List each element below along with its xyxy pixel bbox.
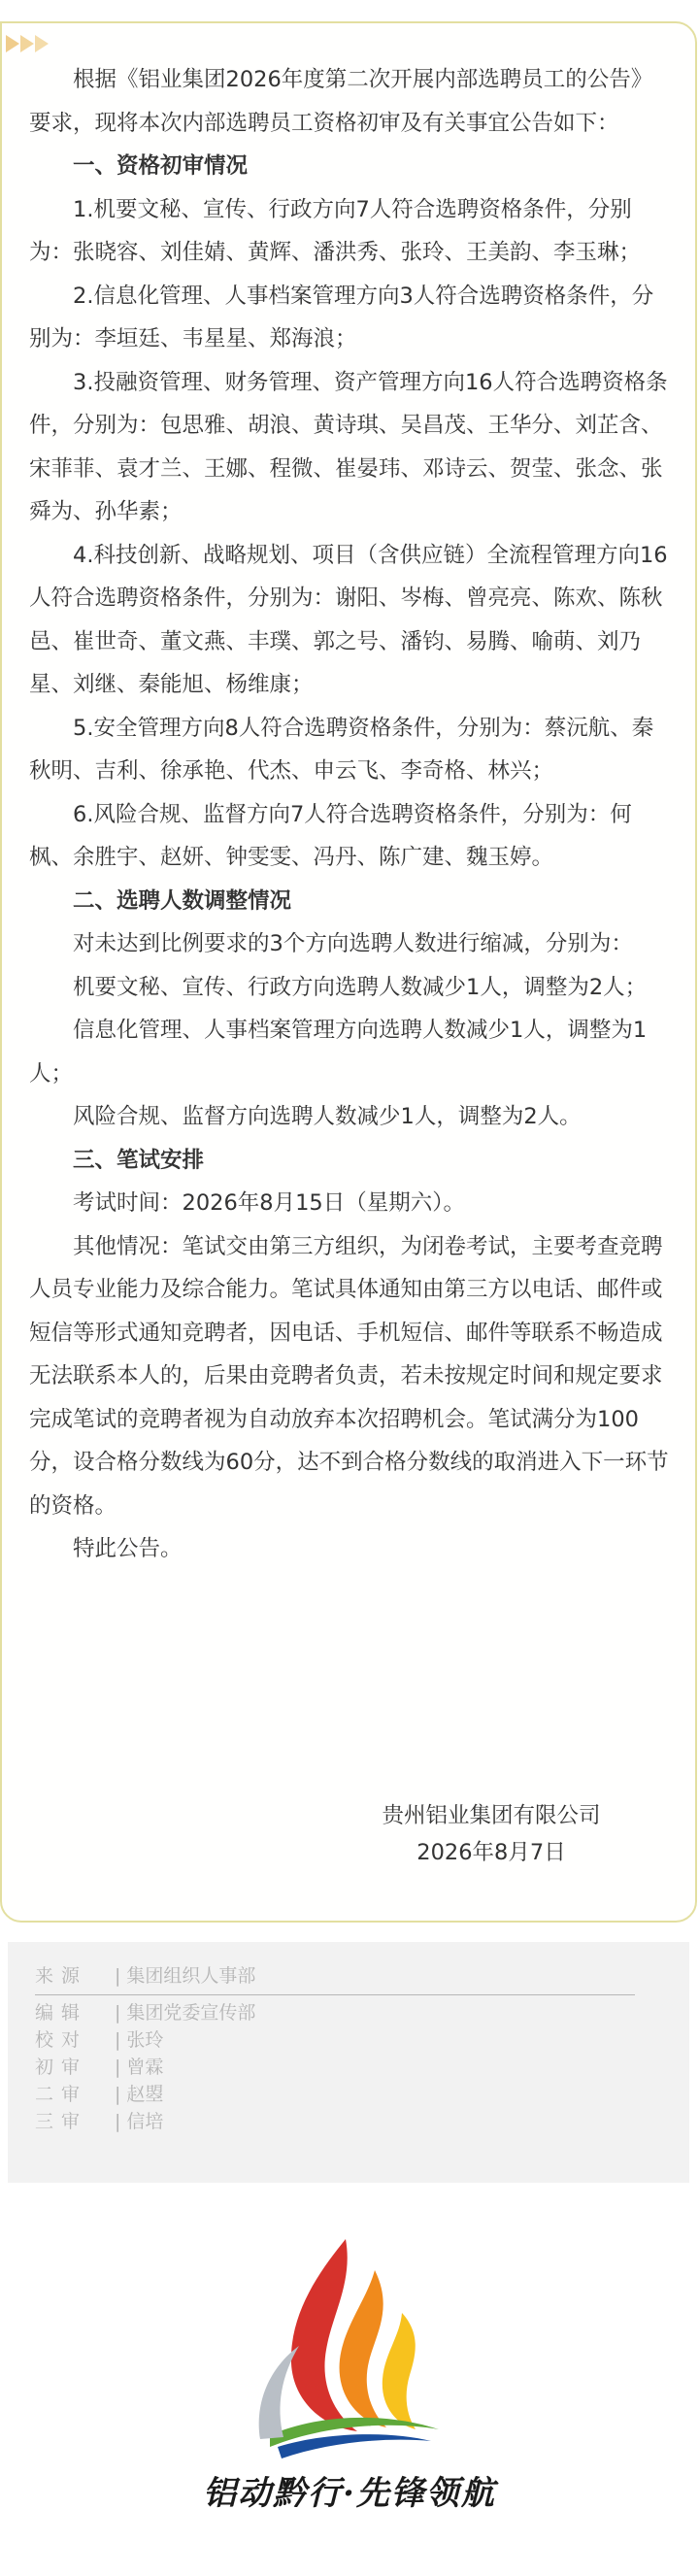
credit-label: 校对 (35, 2029, 88, 2051)
notice-paragraph: 信息化管理、人事档案管理方向选聘人数减少1人，调整为1人； (29, 1018, 648, 1087)
notice-paragraph: 2.信息化管理、人事档案管理方向3人符合选聘资格条件，分别为：李垣廷、韦星星、郑海浪； (29, 283, 654, 351)
notice-paragraph: 1.机要文秘、宣传、行政方向7人符合选聘资格条件，分别为：张晓容、刘佳婧、黄辉、潘洪秀、张玲、王美韵、李玉琳； (29, 196, 642, 265)
notice-paragraph: 5.安全管理方向8人符合选聘资格条件，分别为：蔡沅航、秦秋明、吉利、徐承艳、代杰、申云飞、李奇格、林兴； (29, 715, 654, 784)
section-heading: 一、资格初审情况 (73, 153, 249, 179)
notice-paragraph: 特此公告。 (73, 1536, 183, 1561)
signature-date: 2026年8月7日 (416, 1840, 566, 1865)
credit-separator: | (115, 2111, 121, 2132)
signature-organization: 贵州铝业集团有限公司 (382, 1803, 601, 1828)
credit-separator: | (115, 2084, 121, 2105)
credit-label: 二审 (35, 2084, 88, 2105)
flame-logo-icon (231, 2231, 468, 2464)
credit-label: 三审 (35, 2111, 88, 2132)
credit-row-proofreader (35, 2027, 656, 2053)
notice-paragraph: 考试时间：2026年8月15日（星期六）。 (73, 1190, 465, 1216)
credit-separator: | (115, 2057, 121, 2078)
credit-separator: | (115, 1965, 121, 1987)
notice-paragraph: 4.科技创新、战略规划、项目（含供应链）全流程管理方向16人符合选聘资格条件，分别为：谢阳、岑梅、曾亮亮、陈欢、陈秋邑、崔世奇、董文燕、丰璞、郭之号、潘钧、易腾、喻萌、刘乃星、刘继、秦能旭、杨维康； (29, 542, 668, 697)
credit-separator: | (115, 2029, 121, 2051)
notice-card (0, 21, 697, 1923)
brand-slogan: 铝动黔行·先锋领航 (203, 2474, 496, 2513)
notice-paragraph: 根据《铝业集团2026年度第二次开展内部选聘员工的公告》要求，现将本次内部选聘员工资格初审及有关事宜公告如下： (29, 67, 653, 136)
notice-paragraph: 风险合规、监督方向选聘人数减少1人，调整为2人。 (73, 1104, 582, 1129)
credits-block (8, 1942, 689, 2183)
credit-value: 集团党委宣传部 (126, 2002, 256, 2024)
credit-value: 赵曌 (126, 2084, 164, 2105)
credit-row-second-review (35, 2082, 656, 2107)
notice-paragraph: 其他情况：笔试交由第三方组织，为闭卷考试，主要考查竞聘人员专业能力及综合能力。笔试具体通知由第三方以电话、邮件或短信等形式通知竞聘者，因电话、手机短信、邮件等联系不畅造成无法联系本人的，后果由竞聘者负责，若未按规定时间和规定要求完成笔试的竞聘者视为自动放弃本次招聘机会。笔试满分为100分，设合格分数线为60分，达不到合格分数线的取消进入下一环节的资格。 (29, 1233, 669, 1519)
notice-paragraph: 对未达到比例要求的3个方向选聘人数进行缩减，分别为： (73, 931, 633, 956)
credit-row-first-review (35, 2055, 656, 2080)
credit-label: 编辑 (35, 2002, 88, 2024)
notice-paragraph: 机要文秘、宣传、行政方向选聘人数减少1人，调整为2人； (73, 974, 648, 1000)
notice-paragraph: 6.风险合规、监督方向7人符合选聘资格条件，分别为：何枫、余胜宇、赵妍、钟雯雯、冯丹、陈广建、魏玉婷。 (29, 801, 632, 870)
credit-label: 初审 (35, 2057, 88, 2078)
credit-separator: | (115, 2002, 121, 2024)
credit-value: 曾霖 (126, 2057, 164, 2078)
credit-row-source (35, 1963, 656, 1989)
credit-value: 集团组织人事部 (126, 1965, 256, 1987)
credit-value: 张玲 (126, 2029, 164, 2051)
credit-divider (35, 1994, 635, 1995)
credit-value: 信培 (126, 2111, 164, 2132)
credit-row-third-review (35, 2109, 656, 2134)
notice-body (29, 58, 674, 1571)
section-heading: 三、笔试安排 (73, 1147, 205, 1173)
credit-row-editor (35, 2000, 656, 2025)
credit-label: 来源 (35, 1965, 88, 1987)
section-heading: 二、选聘人数调整情况 (73, 887, 292, 914)
notice-paragraph: 3.投融资管理、财务管理、资产管理方向16人符合选聘资格条件，分别为：包思雅、胡浪、黄诗琪、吴昌茂、王华分、刘芷含、宋菲菲、袁才兰、王娜、程微、崔晏玮、邓诗云、贺莹、张念、张舜为、孙华素； (29, 369, 668, 524)
decorative-arrows-icon (6, 35, 49, 52)
